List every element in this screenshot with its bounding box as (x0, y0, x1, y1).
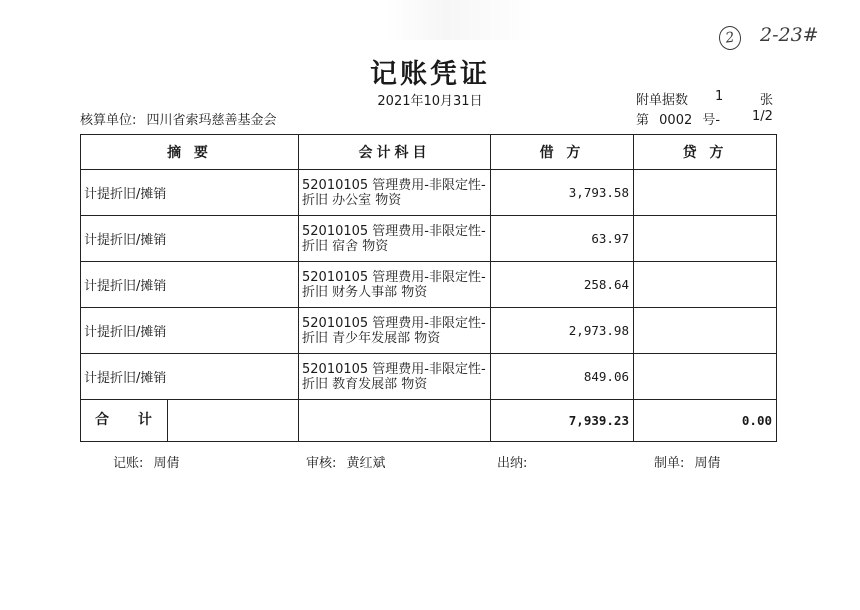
handwritten-circled-number: 2 (717, 25, 742, 52)
table-header-row (81, 135, 777, 170)
total-row (81, 400, 777, 442)
table-row (81, 216, 777, 262)
attachments-count: 1 (715, 89, 724, 104)
preparer-signature (654, 452, 721, 471)
handwritten-note: 2-23# (760, 24, 819, 46)
total-label-cell (81, 400, 299, 442)
row-subject: 52010105 管理费用-非限定性- 折旧 教育发展部 物资 (299, 354, 491, 400)
total-credit: 0.00 (634, 400, 777, 442)
row-debit: 3,793.58 (491, 170, 634, 216)
row-credit (634, 170, 777, 216)
reviewer-name: 黄红斌 (346, 456, 386, 471)
voucher-table (80, 134, 777, 442)
table-row (81, 354, 777, 400)
column-header-subject: 会计科目 (299, 135, 491, 170)
table-row (81, 262, 777, 308)
column-header-credit: 贷 方 (634, 135, 777, 170)
column-header-debit: 借 方 (491, 135, 634, 170)
table-row (81, 308, 777, 354)
column-header-summary: 摘 要 (81, 135, 299, 170)
row-debit: 849.06 (491, 354, 634, 400)
total-label: 合 计 (95, 400, 168, 441)
row-subject: 52010105 管理费用-非限定性- 折旧 办公室 物资 (299, 170, 491, 216)
preparer-name: 周倩 (694, 456, 721, 471)
row-summary: 计提折旧/摊销 (81, 262, 299, 308)
row-credit (634, 308, 777, 354)
voucher-number-suffix: 号- (702, 113, 721, 128)
row-credit (634, 262, 777, 308)
row-summary: 计提折旧/摊销 (81, 170, 299, 216)
accounting-unit-name: 四川省索玛慈善基金会 (146, 113, 277, 128)
voucher-date: 2021年10月31日 (377, 94, 483, 109)
preparer-label: 制单: (654, 456, 685, 471)
row-summary: 计提折旧/摊销 (81, 308, 299, 354)
voucher-number-value: 0002 (659, 113, 693, 128)
total-debit: 7,939.23 (491, 400, 634, 442)
row-debit: 258.64 (491, 262, 634, 308)
row-subject: 52010105 管理费用-非限定性- 折旧 宿舍 物资 (299, 216, 491, 262)
table-row (81, 170, 777, 216)
accounting-unit (80, 109, 277, 128)
bookkeeper-name: 周倩 (153, 456, 180, 471)
total-subject-cell (299, 400, 491, 442)
row-subject: 52010105 管理费用-非限定性- 折旧 财务人事部 物资 (299, 262, 491, 308)
row-summary: 计提折旧/摊销 (81, 354, 299, 400)
row-summary: 计提折旧/摊销 (81, 216, 299, 262)
voucher-page: 1/2 (752, 109, 773, 124)
cashier-signature (497, 452, 533, 471)
bookkeeper-label: 记账: (113, 456, 144, 471)
row-debit: 2,973.98 (491, 308, 634, 354)
scan-smudge (385, 0, 535, 40)
reviewer-signature (306, 452, 386, 471)
bookkeeper-signature (113, 452, 180, 471)
row-subject: 52010105 管理费用-非限定性- 折旧 青少年发展部 物资 (299, 308, 491, 354)
cashier-label: 出纳: (497, 456, 528, 471)
voucher-number-prefix: 第 (636, 113, 650, 128)
attachments-unit: 张 (760, 93, 774, 108)
voucher-title: 记账凭证 (370, 59, 490, 90)
voucher-number (636, 109, 720, 128)
reviewer-label: 审核: (306, 456, 337, 471)
row-credit (634, 354, 777, 400)
attachments-label: 附单据数 (636, 93, 689, 108)
row-credit (634, 216, 777, 262)
row-debit: 63.97 (491, 216, 634, 262)
accounting-unit-label: 核算单位: (80, 113, 137, 128)
